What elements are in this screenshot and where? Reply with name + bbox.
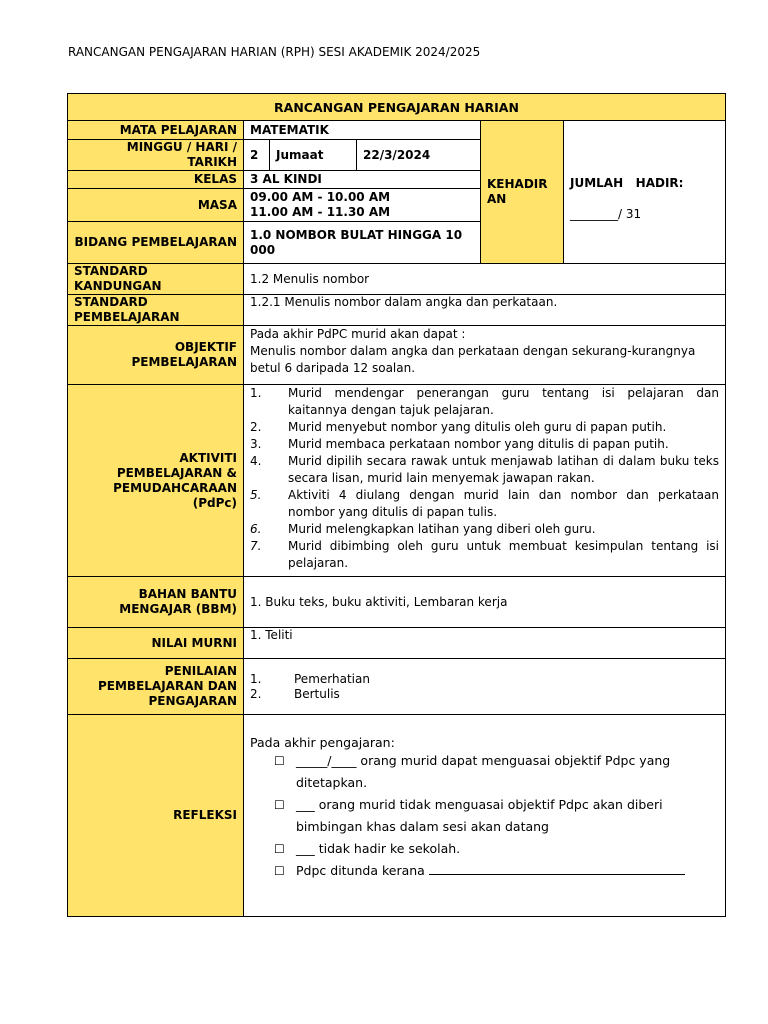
refleksi-intro: Pada akhir pengajaran: [250,735,395,750]
masa-label: MASA [68,189,244,222]
aktiviti-list-cell [244,385,726,577]
minggu-value: 2 [244,140,270,171]
kehadiran-label: KEHADIR AN [481,121,564,264]
bahan-bantu-value: 1. Buku teks, buku aktiviti, Lembaran kerja [244,577,726,628]
minggu-label: MINGGU / HARI / TARIKH [68,140,244,171]
penilaian-item: 1. Pemerhatian [250,671,370,686]
nilai-murni-label: NILAI MURNI [68,628,244,659]
kelas-value: 3 AL KINDI [244,171,481,189]
checkbox-icon: ☐ [274,842,285,856]
aktiviti-item: 2. Murid menyebut nombor yang ditulis oleh guru di papan putih. [250,420,667,434]
table-title: RANCANGAN PENGAJARAN HARIAN [68,94,726,121]
refleksi-item: ☐ _____/____ orang murid dapat menguasai objektif Pdpc yang ditetapkan. [274,750,719,794]
aktiviti-item: 1. Murid mendengar penerangan guru tentang isi pelajaran dan kaitannya dengan tajuk pelajaran. [250,386,719,417]
rph-table [67,93,726,917]
jumlah-hadir-value: ________/ 31 [570,207,642,221]
aktiviti-item: 6. Murid melengkapkan latihan yang diberi oleh guru. [250,522,596,536]
document-header: RANCANGAN PENGAJARAN HARIAN (RPH) SESI AKADEMIK 2024/2025 [68,45,481,59]
nilai-murni-value: 1. Teliti [244,628,726,659]
reason-blank-line [429,874,685,875]
jumlah-hadir-label: JUMLAH HADIR: [570,176,684,190]
bahan-bantu-label: BAHAN BANTU MENGAJAR (BBM) [68,577,244,628]
hari-value: Jumaat [270,140,357,171]
mata-pelajaran-value: MATEMATIK [244,121,481,140]
kehadiran-box [564,121,726,264]
penilaian-item: 2. Bertulis [250,686,340,701]
aktiviti-item: 3. Murid membaca perkataan nombor yang ditulis di papan putih. [250,437,669,451]
masa-line-2: 11.00 AM - 11.30 AM [250,205,391,219]
refleksi-item: ☐ ___ orang murid tidak menguasai objektif Pdpc akan diberi bimbingan khas dalam sesi akan datang [274,794,719,838]
refleksi-item: ☐ ___ tidak hadir ke sekolah. [274,838,719,860]
standard-kandungan-label: STANDARD KANDUNGAN [68,264,244,295]
aktiviti-list [250,385,719,572]
bidang-label: BIDANG PEMBELAJARAN [68,222,244,264]
refleksi-cell [244,715,726,917]
penilaian-label: PENILAIAN PEMBELAJARAN DAN PENGAJARAN [68,659,244,715]
tarikh-value: 22/3/2024 [357,140,481,171]
masa-value [244,189,481,222]
standard-pembelajaran-value: 1.2.1 Menulis nombor dalam angka dan perkataan. [244,295,726,326]
standard-kandungan-value: 1.2 Menulis nombor [244,264,726,295]
mata-pelajaran-label: MATA PELAJARAN [68,121,244,140]
bidang-value: 1.0 NOMBOR BULAT HINGGA 10 000 [244,222,481,264]
penilaian-list [250,672,719,702]
checkbox-icon: ☐ [274,754,285,768]
checkbox-icon: ☐ [274,864,285,878]
refleksi-label: REFLEKSI [68,715,244,917]
standard-pembelajaran-label: STANDARD PEMBELAJARAN [68,295,244,326]
objektif-line-2: Menulis nombor dalam angka dan perkataan dengan sekurang-kurangnya betul 6 daripada 12 soalan. [250,344,696,375]
checkbox-icon: ☐ [274,798,285,812]
masa-line-1: 09.00 AM - 10.00 AM [250,190,391,204]
kelas-label: KELAS [68,171,244,189]
aktiviti-item: 7. Murid dibimbing oleh guru untuk membuat kesimpulan tentang isi pelajaran. [250,539,719,570]
aktiviti-label: AKTIVITI PEMBELAJARAN & PEMUDAHCARAAN (PdPc) [68,385,244,577]
aktiviti-item: 5. Aktiviti 4 diulang dengan murid lain dan nombor dan perkataan nombor yang ditulis di papan tulis. [250,488,719,519]
objektif-label: OBJEKTIF PEMBELAJARAN [68,326,244,385]
aktiviti-item: 4. Murid dipilih secara rawak untuk menjawab latihan di dalam buku teks secara lisan, murid lain menyemak jawapan rakan. [250,454,719,485]
objektif-line-1: Pada akhir PdPC murid akan dapat : [250,327,466,341]
refleksi-item: ☐ Pdpc ditunda kerana [274,860,719,882]
penilaian-list-cell [244,659,726,715]
objektif-value [244,326,726,385]
